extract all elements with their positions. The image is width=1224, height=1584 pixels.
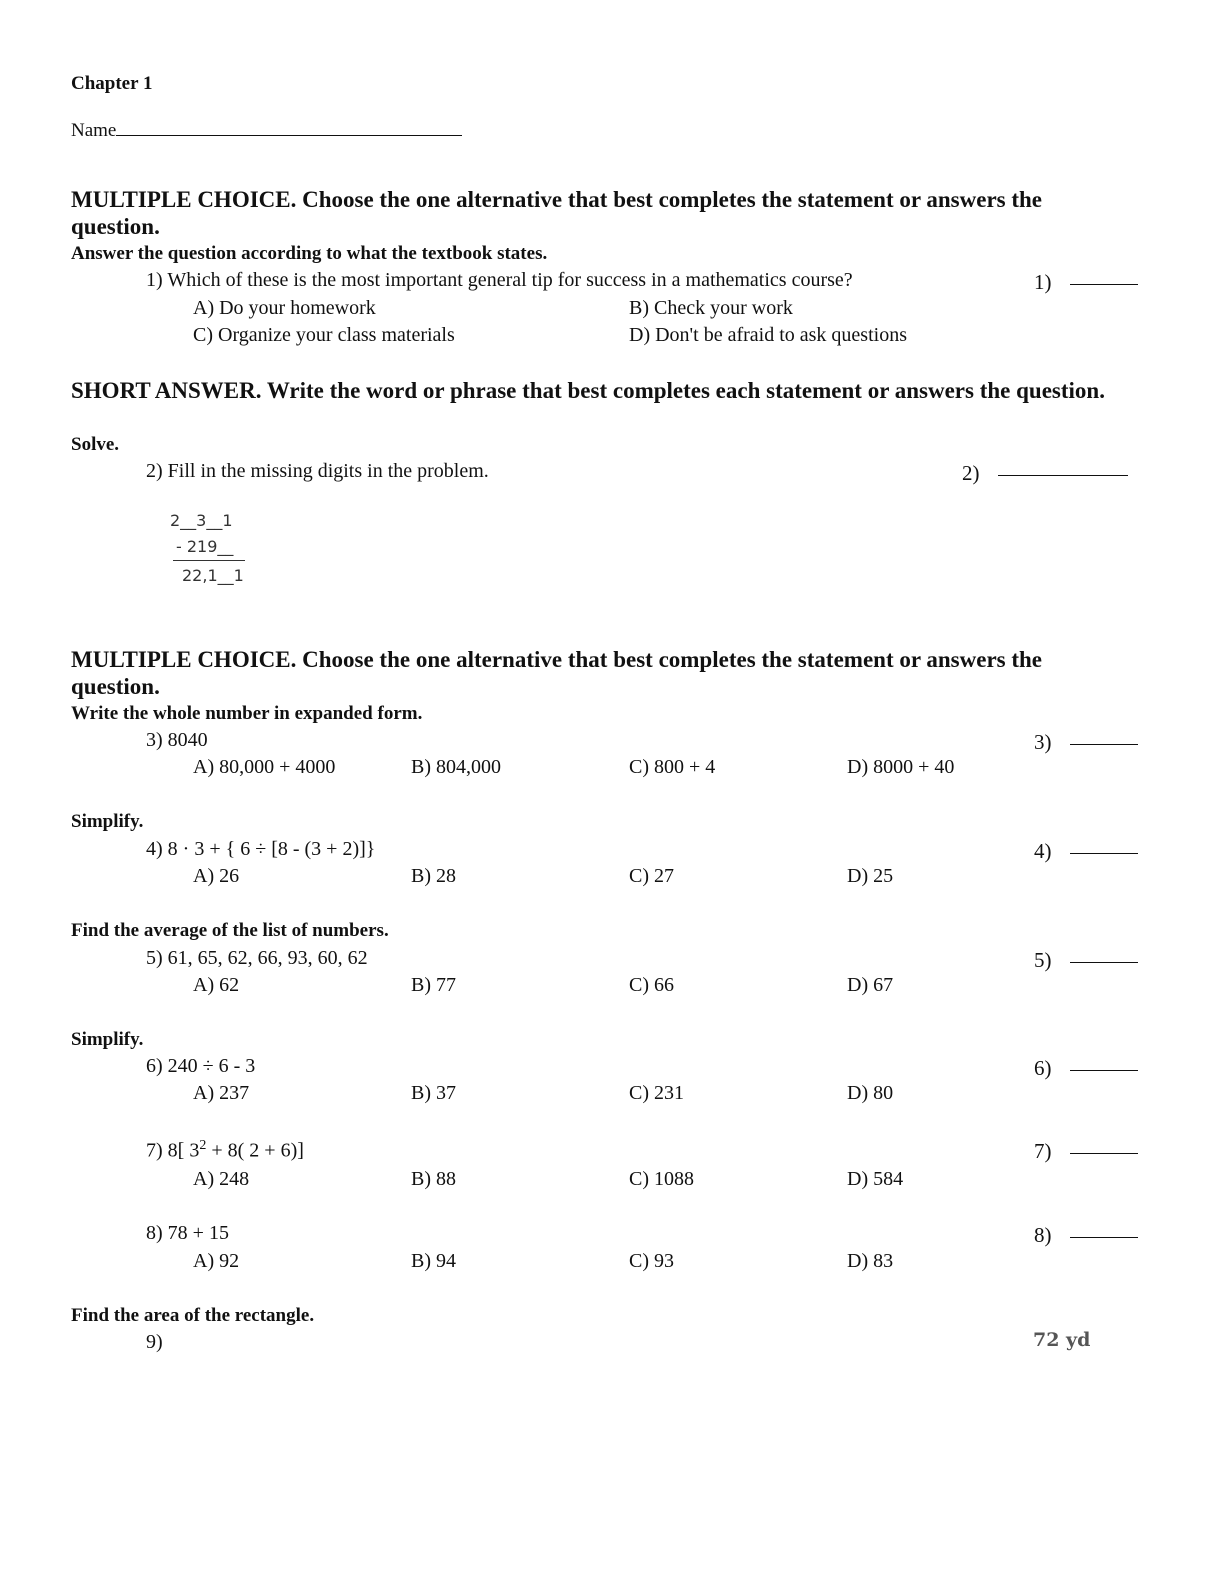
q5-option-b[interactable]: B) 77 xyxy=(411,974,456,996)
q7-number: 7) xyxy=(146,1139,163,1162)
q6-answer-line[interactable] xyxy=(1070,1069,1138,1071)
sa-instruction: Solve. xyxy=(71,434,120,455)
q8-stem xyxy=(146,1222,229,1245)
q5-option-c[interactable]: C) 66 xyxy=(629,974,674,996)
q2-figure-line2: - 219__ xyxy=(176,537,234,556)
q5-answer xyxy=(1034,948,1138,973)
q7-option-b[interactable]: B) 88 xyxy=(411,1168,456,1190)
q8-option-a[interactable]: A) 92 xyxy=(193,1250,240,1272)
q6-option-d[interactable]: D) 80 xyxy=(847,1082,894,1104)
q3-answer-label: 3) xyxy=(1034,730,1052,754)
q1-option-b[interactable]: B) Check your work xyxy=(629,297,793,319)
q5-option-a[interactable]: A) 62 xyxy=(193,974,240,996)
q3-text: 8040 xyxy=(167,729,208,751)
name-label: Name xyxy=(71,120,117,141)
q4-answer xyxy=(1034,839,1138,864)
area-instruction: Find the area of the rectangle. xyxy=(71,1305,315,1326)
q6-option-a[interactable]: A) 237 xyxy=(193,1082,250,1104)
q8-option-d[interactable]: D) 83 xyxy=(847,1250,894,1272)
q2-answer-label: 2) xyxy=(962,461,980,485)
q8-answer-line[interactable] xyxy=(1070,1236,1138,1238)
q2-number: 2) xyxy=(146,460,163,482)
q7-answer xyxy=(1034,1139,1138,1164)
q3-option-c[interactable]: C) 800 + 4 xyxy=(629,756,716,778)
q6-option-c[interactable]: C) 231 xyxy=(629,1082,684,1104)
name-blank-line[interactable] xyxy=(116,119,462,136)
q8-answer xyxy=(1034,1223,1138,1248)
q1-option-c[interactable]: C) Organize your class materials xyxy=(193,324,455,346)
q7-exponent: 2 xyxy=(199,1138,207,1153)
q4-text: 8 · 3 + { 6 ÷ [8 - (3 + 2)]} xyxy=(167,838,376,860)
q3-answer xyxy=(1034,730,1138,755)
simplify-instruction-b: Simplify. xyxy=(71,1029,144,1050)
q5-number: 5) xyxy=(146,947,163,969)
q6-answer xyxy=(1034,1056,1138,1081)
q3-option-d[interactable]: D) 8000 + 40 xyxy=(847,756,955,778)
q8-answer-label: 8) xyxy=(1034,1223,1052,1247)
q5-answer-label: 5) xyxy=(1034,948,1052,972)
q8-text: 78 + 15 xyxy=(167,1222,229,1244)
q3-option-a[interactable]: A) 80,000 + 4000 xyxy=(193,756,336,778)
q6-text: 240 ÷ 6 - 3 xyxy=(167,1055,256,1077)
q5-option-d[interactable]: D) 67 xyxy=(847,974,894,996)
mc1-instruction: Answer the question according to what the textbook states. xyxy=(71,243,548,264)
sa-heading: SHORT ANSWER. Write the word or phrase that best completes each statement or answers the question. xyxy=(71,378,1105,403)
q7-text-base: 8[ 3 xyxy=(167,1139,200,1162)
simplify-instruction-a: Simplify. xyxy=(71,811,144,832)
q6-number: 6) xyxy=(146,1055,163,1077)
q8-option-c[interactable]: C) 93 xyxy=(629,1250,674,1272)
q6-stem xyxy=(146,1055,255,1078)
q7-option-d[interactable]: D) 584 xyxy=(847,1168,904,1190)
q4-answer-label: 4) xyxy=(1034,839,1052,863)
q1-answer xyxy=(1034,270,1138,295)
q1-option-d[interactable]: D) Don't be afraid to ask questions xyxy=(629,324,907,346)
q2-figure-rule xyxy=(173,560,245,561)
q4-option-c[interactable]: C) 27 xyxy=(629,865,674,887)
q5-answer-line[interactable] xyxy=(1070,961,1138,963)
q1-answer-label: 1) xyxy=(1034,270,1052,294)
q9-number: 9) xyxy=(146,1331,163,1353)
q7-option-c[interactable]: C) 1088 xyxy=(629,1168,694,1190)
mc2-heading: MULTIPLE CHOICE. Choose the one alternative that best completes the statement or answers the question. xyxy=(71,647,1043,699)
q2-figure-line3: 22,1__1 xyxy=(182,566,244,585)
name-field-row xyxy=(71,119,462,142)
q3-stem xyxy=(146,729,208,752)
q2-figure-line1: 2__3__1 xyxy=(170,511,233,530)
q7-answer-line[interactable] xyxy=(1070,1152,1138,1154)
q4-option-d[interactable]: D) 25 xyxy=(847,865,894,887)
q4-answer-line[interactable] xyxy=(1070,852,1138,854)
q2-text: Fill in the missing digits in the problem. xyxy=(167,460,489,482)
q1-stem xyxy=(146,269,853,292)
q4-number: 4) xyxy=(146,838,163,860)
q5-text: 61, 65, 62, 66, 93, 60, 62 xyxy=(167,947,368,969)
q1-option-a[interactable]: A) Do your homework xyxy=(193,297,376,319)
q1-answer-line[interactable] xyxy=(1070,283,1138,285)
q6-option-b[interactable]: B) 37 xyxy=(411,1082,456,1104)
average-instruction: Find the average of the list of numbers. xyxy=(71,920,389,941)
q9-figure-label: 72 yd xyxy=(1033,1329,1091,1351)
q3-answer-line[interactable] xyxy=(1070,743,1138,745)
q3-option-b[interactable]: B) 804,000 xyxy=(411,756,501,778)
q1-number: 1) xyxy=(146,269,163,291)
chapter-title: Chapter 1 xyxy=(71,73,153,94)
q7-stem xyxy=(146,1138,304,1163)
mc1-heading: MULTIPLE CHOICE. Choose the one alternative that best completes the statement or answers the question. xyxy=(71,187,1043,239)
q5-stem xyxy=(146,947,368,970)
q2-answer-line[interactable] xyxy=(998,474,1128,476)
q4-option-a[interactable]: A) 26 xyxy=(193,865,240,887)
q7-option-a[interactable]: A) 248 xyxy=(193,1168,250,1190)
q7-answer-label: 7) xyxy=(1034,1139,1052,1163)
q7-text-rest: + 8( 2 + 6)] xyxy=(206,1139,304,1162)
q1-text: Which of these is the most important general tip for success in a mathematics course? xyxy=(167,269,853,291)
q4-stem xyxy=(146,838,375,861)
q3-number: 3) xyxy=(146,729,163,751)
q6-answer-label: 6) xyxy=(1034,1056,1052,1080)
q4-option-b[interactable]: B) 28 xyxy=(411,865,456,887)
q8-number: 8) xyxy=(146,1222,163,1244)
q2-answer xyxy=(962,461,1128,486)
mc2-instruction: Write the whole number in expanded form. xyxy=(71,703,423,724)
q8-option-b[interactable]: B) 94 xyxy=(411,1250,456,1272)
q2-stem xyxy=(146,460,489,483)
